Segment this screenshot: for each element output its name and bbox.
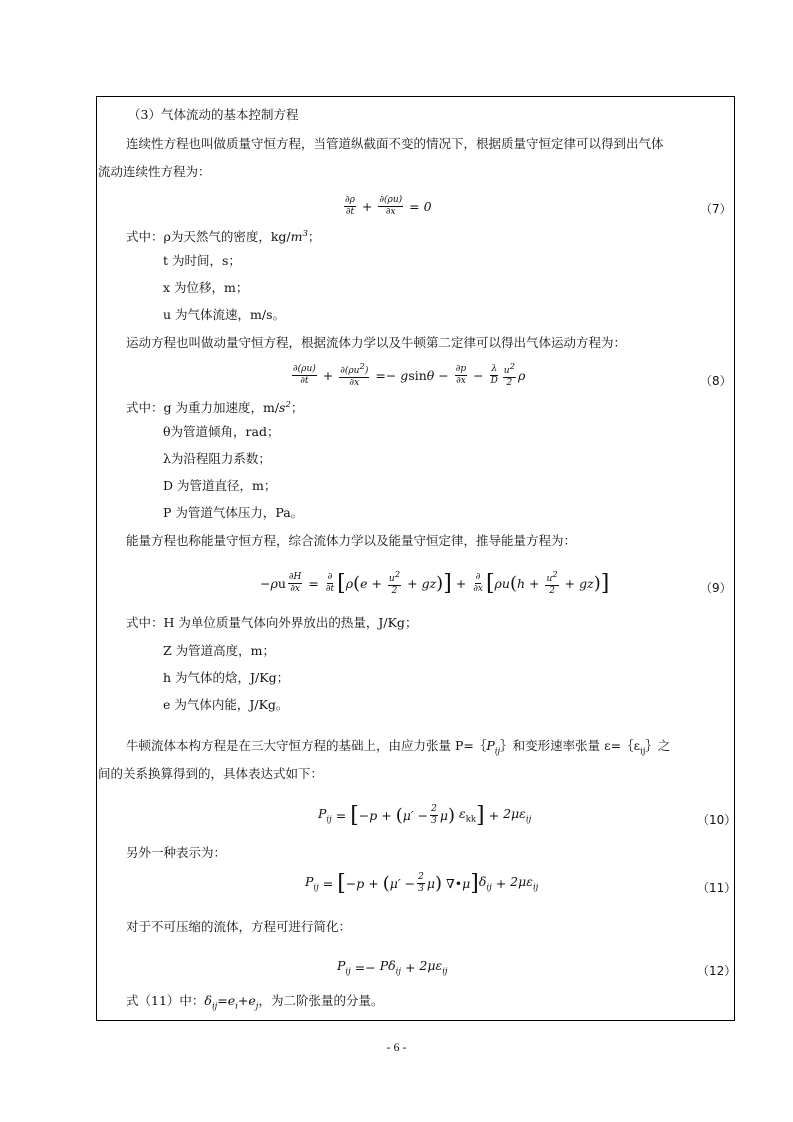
- para2: 运动方程也叫做动量守恒方程，根据流体力学以及牛顿第二定律可以得出气体运动方程为：: [126, 335, 627, 350]
- def-lambda: λ为沿程阻力系数；: [163, 451, 271, 466]
- def-h: h 为气体的焓，J/Kg；: [163, 670, 290, 685]
- equation-10: $P_{ij}$ = [ −p + ( μ′ − $\frac{2}{3}$ μ ) $\varepsilon_{kk}$ ] + $2\mu\varepsilon_{ij}$: [318, 802, 532, 828]
- equation-11: $P_{ij}$ = [ −p + ( μ′ − $\frac{2}{3}$ μ ) ∇• μ ] $\delta_{ij}$ + $2\mu\varepsilon_{ij}$: [305, 870, 539, 896]
- para1-line1: 连续性方程也叫做质量守恒方程，当管道纵截面不变的情况下，根据质量守恒定律可以得到出气体: [126, 136, 664, 151]
- section-title: （3）气体流动的基本控制方程: [128, 107, 299, 122]
- para4-line1: 牛顿流体本构方程是在三大守恒方程的基础上，由应力张量 $P=\{P_{ij}\}$和变形速率张量 $\varepsilon=\{\varepsilon_{ij}\}$之: [126, 738, 671, 757]
- para5: 另外一种表示为：: [126, 845, 227, 860]
- def-theta: θ为管道倾角，rad；: [163, 424, 280, 439]
- equation-10-number: （10）: [697, 813, 737, 827]
- def-Z: Z 为管道高度，m；: [163, 643, 276, 658]
- equation-7-number: （7）: [700, 202, 732, 216]
- def-u: u 为气体流速，m/s。: [163, 307, 286, 322]
- equation-12: $P_{ij}$ =− $P\delta_{ij}$ + $2\mu\varepsilon_{ij}$: [337, 958, 448, 977]
- equation-7: $\frac{\partial\rho}{\partial t}$ + $\frac{\partial(\rho u)}{\partial x}$ = 0: [345, 195, 432, 217]
- para3: 能量方程也称能量守恒方程，综合流体力学以及能量守恒定律，推导能量方程为：: [126, 533, 577, 548]
- equation-8-number: （8）: [700, 374, 732, 388]
- def-t: t 为时间，s；: [163, 253, 241, 268]
- def-x: x 为位移，m；: [163, 280, 249, 295]
- para4-line2: 间的关系换算得到的，具体表达式如下：: [98, 766, 324, 781]
- equation-8: $\frac{\partial(\rho u)}{\partial t}$ + $\frac{\partial(\rho u^2)}{\partial x}$ =− g sin θ − $\frac{\partial p}{\partial x}$ − $\frac{\lambda}{D}$ $\frac{u^2}{2}$ ρ: [293, 362, 526, 388]
- def-D: D 为管道直径，m；: [163, 478, 277, 493]
- equation-12-number: （12）: [697, 964, 737, 978]
- para1-line2: 流动连续性方程为：: [98, 164, 211, 179]
- def-P: P 为管道气体压力，Pa。: [163, 505, 304, 520]
- equation-9-number: （9）: [700, 581, 732, 595]
- equation-9: −ρ u $\frac{\partial H}{\partial x}$ = $\frac{\partial}{\partial t}$ [ ρ ( e + $\frac{u^2}{2}$ + gz ) ] + $\frac{\partial}{\partial x}$ [ ρu ( h + $\frac{u^2}{2}$ + gz ) ]: [260, 570, 610, 596]
- equation-11-number: （11）: [697, 881, 737, 895]
- para7: 式（11）中：$\delta_{ij}=e_i+e_j$，为二阶张量的分量。: [126, 993, 384, 1012]
- para6: 对于不可压缩的流体，方程可进行简化：: [126, 919, 352, 934]
- def-H: 式中：H 为单位质量气体向外界放出的热量，J/Kg；: [126, 615, 418, 630]
- def-g: 式中：g 为重力加速度，$m/s^2$；: [126, 400, 304, 416]
- page-number: - 6 -: [386, 1040, 407, 1054]
- def-e: e 为气体内能，J/Kg。: [163, 697, 289, 712]
- def-rho: 式中：ρ为天然气的密度，$kg/m^3$；: [126, 229, 321, 245]
